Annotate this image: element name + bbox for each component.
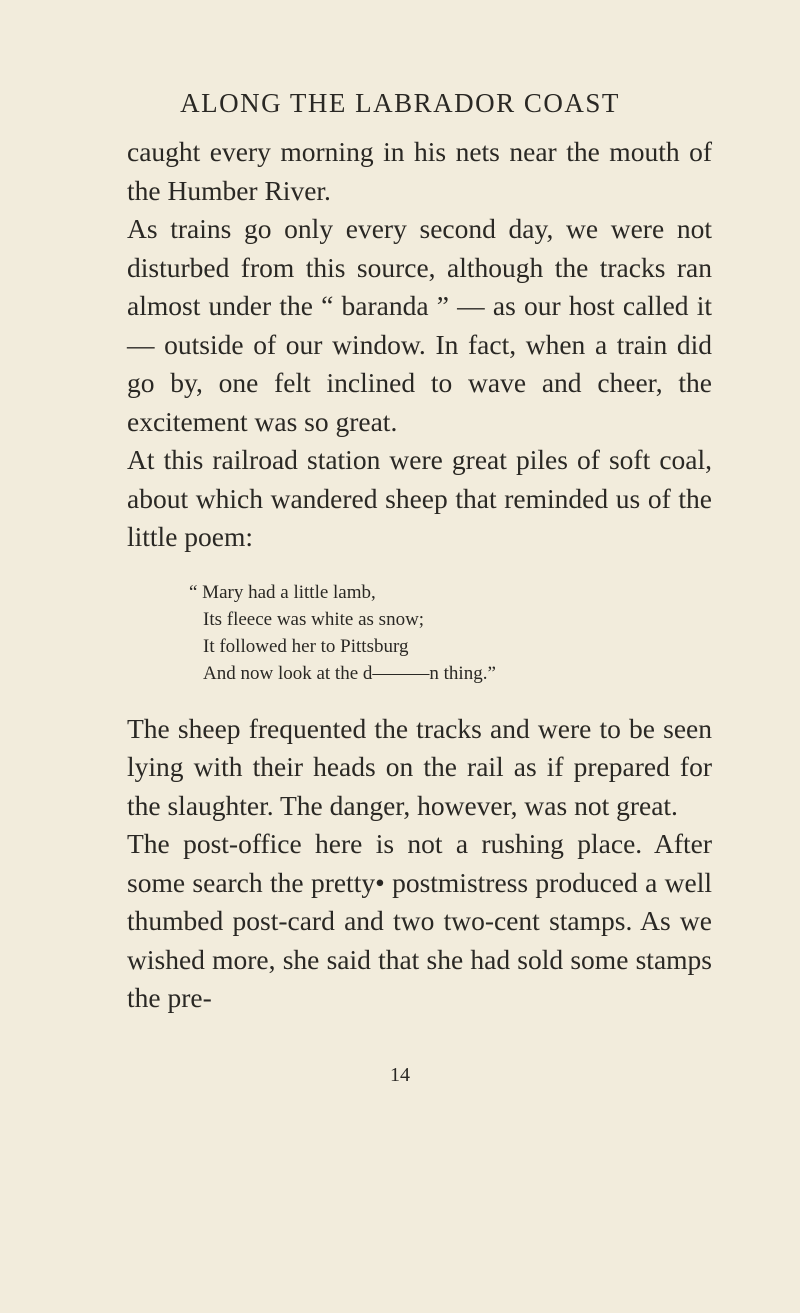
paragraph: The post-office here is not a rushing place. After some search the pretty• postmistress produced a well thumbed post-card and two two-cent stamps. As we wished more, she said that she had sold some stamps the pre- — [127, 828, 712, 1013]
poem-line: “ Mary had a little lamb, — [189, 581, 376, 603]
page-number: 14 — [390, 1064, 410, 1086]
body-text — [127, 133, 712, 1018]
poem-line: It followed her to Pittsburg — [203, 635, 409, 657]
poem-quote — [189, 579, 712, 687]
paragraph: As trains go only every second day, we were not disturbed from this source, although the tracks ran almost under the “ baranda ” — as our host called it — outside of our window. In fact, when a train did go by, one felt inclined to wave and cheer, the excitement was so great. — [127, 213, 712, 437]
paragraph: At this railroad station were great piles of soft coal, about which wandered sheep that reminded us of the little poem: — [127, 444, 712, 552]
running-head: ALONG THE LABRADOR COAST — [180, 88, 620, 118]
poem-line: Its fleece was white as snow; — [203, 608, 425, 630]
paragraph: caught every morning in his nets near the mouth of the Humber River. — [127, 136, 712, 206]
paragraph: The sheep frequented the tracks and were to be seen lying with their heads on the rail as if prepared for the slaughter. The danger, however, was not great. — [127, 712, 712, 821]
poem-line: And now look at the d———n thing.” — [203, 662, 496, 684]
